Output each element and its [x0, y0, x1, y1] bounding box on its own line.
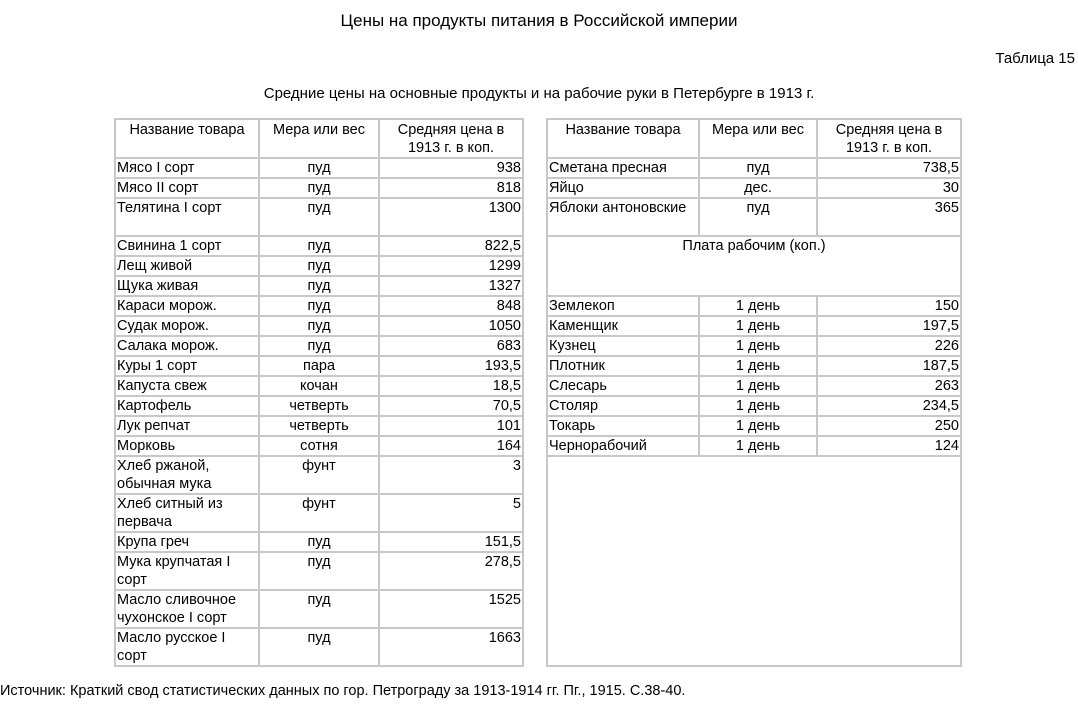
wage-price-cell: 263: [817, 376, 961, 396]
right-measure-cell: дес.: [699, 178, 817, 198]
wage-measure-cell: 1 день: [699, 356, 817, 376]
wage-name-cell: Кузнец: [547, 336, 699, 356]
left-measure-cell: пуд: [259, 552, 379, 590]
left-price-cell: 1525: [379, 590, 523, 628]
left-measure-cell: фунт: [259, 494, 379, 532]
left-price-cell: 151,5: [379, 532, 523, 552]
right-name-cell: Яйцо: [547, 178, 699, 198]
wage-measure-cell: 1 день: [699, 416, 817, 436]
left-name-cell: Хлеб ситный из первача: [115, 494, 259, 532]
right-price-cell: 365: [817, 198, 961, 236]
left-price-cell: 938: [379, 158, 523, 178]
left-measure-cell: четверть: [259, 396, 379, 416]
left-measure-cell: пуд: [259, 158, 379, 178]
left-measure-cell: пуд: [259, 256, 379, 276]
left-measure-cell: сотня: [259, 436, 379, 456]
left-name-cell: Картофель: [115, 396, 259, 416]
left-name-cell: Салака морож.: [115, 336, 259, 356]
left-name-cell: Крупа греч: [115, 532, 259, 552]
left-name-cell: Масло русское I сорт: [115, 628, 259, 666]
left-measure-cell: пуд: [259, 276, 379, 296]
right-name-cell: Сметана пресная: [547, 158, 699, 178]
left-price-cell: 1327: [379, 276, 523, 296]
wage-price-cell: 187,5: [817, 356, 961, 376]
left-measure-cell: пуд: [259, 336, 379, 356]
header-measure-left: [259, 119, 379, 158]
left-price-cell: 1050: [379, 316, 523, 336]
left-name-cell: Щука живая: [115, 276, 259, 296]
wage-price-cell: 150: [817, 296, 961, 316]
header-row: [115, 119, 961, 158]
header-measure-right: [699, 119, 817, 158]
left-measure-cell: фунт: [259, 456, 379, 494]
left-measure-cell: пара: [259, 356, 379, 376]
left-measure-cell: пуд: [259, 590, 379, 628]
left-price-cell: 278,5: [379, 552, 523, 590]
right-measure-cell: пуд: [699, 158, 817, 178]
left-measure-cell: пуд: [259, 628, 379, 666]
left-price-cell: 101: [379, 416, 523, 436]
left-name-cell: Судак морож.: [115, 316, 259, 336]
header-name-right: [547, 119, 699, 158]
wage-name-cell: Чернорабочий: [547, 436, 699, 456]
left-measure-cell: пуд: [259, 236, 379, 256]
left-name-cell: Куры 1 сорт: [115, 356, 259, 376]
wage-measure-cell: 1 день: [699, 376, 817, 396]
wage-name-cell: Каменщик: [547, 316, 699, 336]
left-measure-cell: пуд: [259, 532, 379, 552]
left-price-cell: 193,5: [379, 356, 523, 376]
wage-price-cell: 197,5: [817, 316, 961, 336]
left-name-cell: Мясо II сорт: [115, 178, 259, 198]
header-price-right-text: 1913 г. в коп.: [845, 140, 933, 156]
left-price-cell: 1663: [379, 628, 523, 666]
wage-name-cell: Слесарь: [547, 376, 699, 396]
left-price-cell: 1299: [379, 256, 523, 276]
left-measure-cell: пуд: [259, 198, 379, 236]
header-price-right-text: Средняя цена в: [835, 122, 943, 138]
header-price-right: [817, 119, 961, 158]
right-name-cell: Яблоки антоновские: [547, 198, 699, 236]
right-price-cell: 30: [817, 178, 961, 198]
header-name-left-text: Название товара: [129, 122, 245, 138]
left-price-cell: 3: [379, 456, 523, 494]
page-title: Цены на продукты питания в Российской империи: [340, 11, 738, 30]
left-price-cell: 683: [379, 336, 523, 356]
empty-area: [547, 456, 961, 666]
wage-measure-cell: 1 день: [699, 436, 817, 456]
left-name-cell: Мясо I сорт: [115, 158, 259, 178]
left-measure-cell: четверть: [259, 416, 379, 436]
left-name-cell: Капуста свеж: [115, 376, 259, 396]
column-gap: [523, 119, 547, 666]
right-price-cell: 738,5: [817, 158, 961, 178]
header-name-left: [115, 119, 259, 158]
wage-price-cell: 234,5: [817, 396, 961, 416]
wage-name-cell: Землекоп: [547, 296, 699, 316]
right-measure-cell: пуд: [699, 198, 817, 236]
price-table: [114, 118, 962, 667]
left-name-cell: Морковь: [115, 436, 259, 456]
left-price-cell: 70,5: [379, 396, 523, 416]
left-name-cell: Масло сливочное чухонское I сорт: [115, 590, 259, 628]
wage-price-cell: 226: [817, 336, 961, 356]
left-price-cell: 164: [379, 436, 523, 456]
left-name-cell: Свинина 1 сорт: [115, 236, 259, 256]
left-price-cell: 848: [379, 296, 523, 316]
header-price-left: [379, 119, 523, 158]
left-name-cell: Телятина I сорт: [115, 198, 259, 236]
left-name-cell: Хлеб ржаной, обычная мука: [115, 456, 259, 494]
header-price-left-text: Средняя цена в: [397, 122, 505, 138]
source-note: Источник: Краткий свод статистических данных по гор. Петрограду за 1913-1914 гг. Пг., 1915. С.38-40.: [0, 683, 686, 699]
wage-measure-cell: 1 день: [699, 336, 817, 356]
left-price-cell: 822,5: [379, 236, 523, 256]
wage-name-cell: Плотник: [547, 356, 699, 376]
wage-measure-cell: 1 день: [699, 396, 817, 416]
table-subtitle: Средние цены на основные продукты и на рабочие руки в Петербурге в 1913 г.: [263, 85, 815, 102]
wage-name-cell: Столяр: [547, 396, 699, 416]
wage-measure-cell: 1 день: [699, 316, 817, 336]
wage-price-cell: 124: [817, 436, 961, 456]
left-price-cell: 18,5: [379, 376, 523, 396]
header-name-right-text: Название товара: [565, 122, 681, 138]
left-name-cell: Лещ живой: [115, 256, 259, 276]
left-price-cell: 1300: [379, 198, 523, 236]
wage-name-cell: Токарь: [547, 416, 699, 436]
header-measure-right-text: Мера или вес: [711, 122, 804, 138]
wage-measure-cell: 1 день: [699, 296, 817, 316]
left-measure-cell: пуд: [259, 178, 379, 198]
wages-section-header: Плата рабочим (коп.): [547, 236, 961, 296]
left-price-cell: 5: [379, 494, 523, 532]
wage-price-cell: 250: [817, 416, 961, 436]
header-measure-left-text: Мера или вес: [272, 122, 365, 138]
left-measure-cell: пуд: [259, 316, 379, 336]
left-measure-cell: пуд: [259, 296, 379, 316]
left-name-cell: Лук репчат: [115, 416, 259, 436]
left-measure-cell: кочан: [259, 376, 379, 396]
left-price-cell: 818: [379, 178, 523, 198]
left-name-cell: Мука крупчатая I сорт: [115, 552, 259, 590]
header-price-left-text: 1913 г. в коп.: [407, 140, 495, 156]
left-name-cell: Караси морож.: [115, 296, 259, 316]
table-number: Таблица 15: [995, 50, 1075, 67]
